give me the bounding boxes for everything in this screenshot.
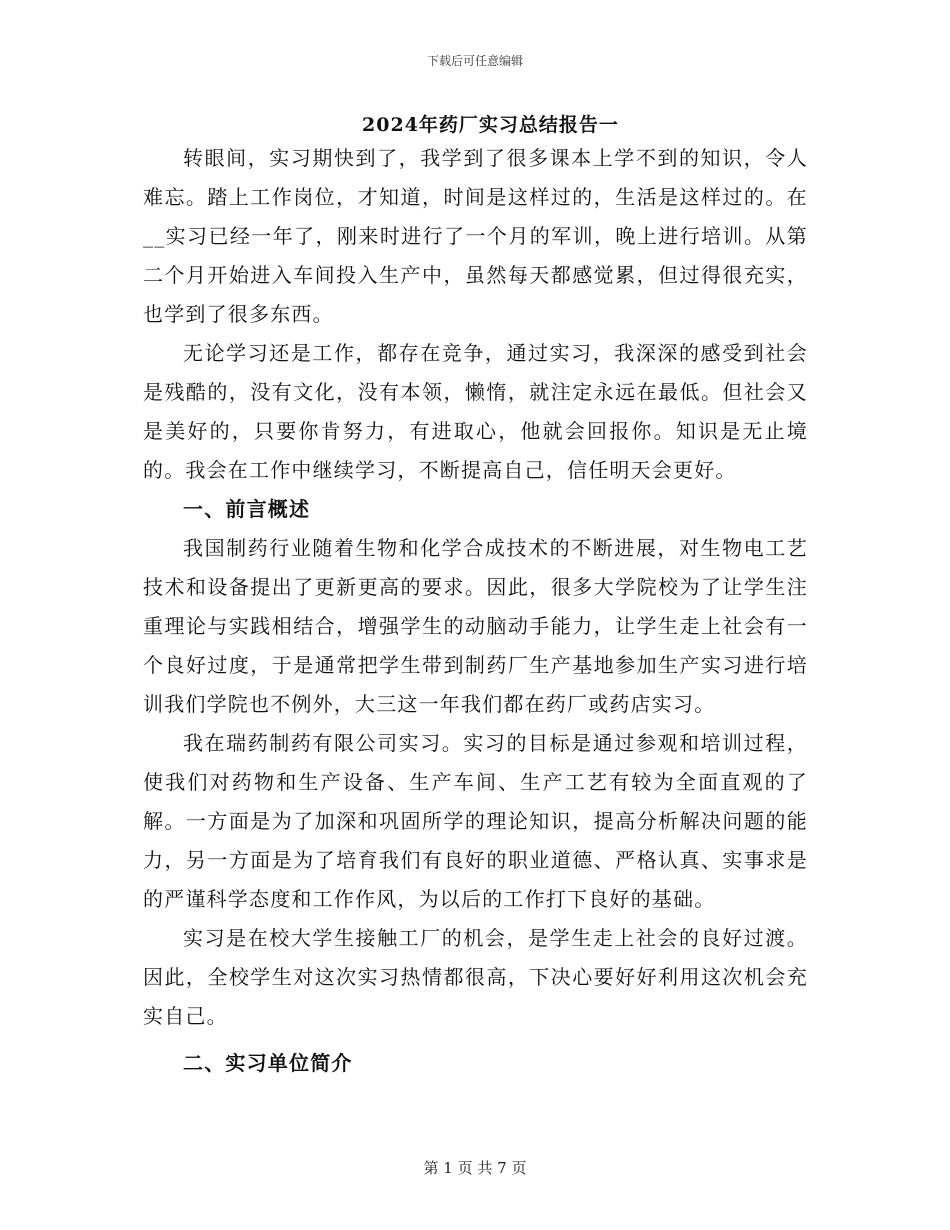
section-heading: 一、前言概述 xyxy=(183,497,311,521)
section-paragraph: 我国制药行业随着生物和化学合成技术的不断进展，对生物电工艺技术和设备提出了更新更高的要求。因此，很多大学院校为了让学生注重理论与实践相结合，增强学生的动脑动手能力，让学生走上社会有一个良好过度，于是通常把学生带到制药厂生产基地参加生产实习进行培训我们学院也不例外，大三这一年我们都在药厂或药店实习。 xyxy=(143,536,808,716)
page-header-note: 下载后可任意编辑 xyxy=(426,54,523,68)
intro-paragraph: 无论学习还是工作，都存在竞争，通过实习，我深深的感受到社会是残酷的，没有文化，没有本领，懒惰，就注定永远在最低。但社会又是美好的，只要你肯努力，有进取心，他就会回报你。知识是无止境的。我会在工作中继续学习，不断提高自己，信任明天会更好。 xyxy=(143,341,808,482)
section-heading: 二、实习单位简介 xyxy=(183,1051,353,1075)
page-number: 第 1 页 共 7 页 xyxy=(423,1159,527,1177)
section-paragraph: 我在瑞药制药有限公司实习。实习的目标是通过参观和培训过程，使我们对药物和生产设备、生产车间、生产工艺有较为全面直观的了解。一方面是为了加深和巩固所学的理论知识，提高分析解决问题的能力，另一方面是为了培育我们有良好的职业道德、严格认真、实事求是的严谨科学态度和工作作风，为以后的工作打下良好的基础。 xyxy=(143,731,808,911)
intro-paragraph: 转眼间，实习期快到了，我学到了很多课本上学不到的知识，令人难忘。踏上工作岗位，才知道，时间是这样过的，生活是这样过的。在__实习已经一年了，刚来时进行了一个月的军训，晚上进行培训。从第二个月开始进入车间投入生产中，虽然每天都感觉累，但过得很充实，也学到了很多东西。 xyxy=(143,146,808,326)
section-paragraph: 实习是在校大学生接触工厂的机会，是学生走上社会的良好过渡。因此，全校学生对这次实习热情都很高，下决心要好好利用这次机会充实自己。 xyxy=(143,926,808,1028)
document-title: 2024年药厂实习总结报告一 xyxy=(362,114,619,136)
document-body xyxy=(143,110,808,1083)
